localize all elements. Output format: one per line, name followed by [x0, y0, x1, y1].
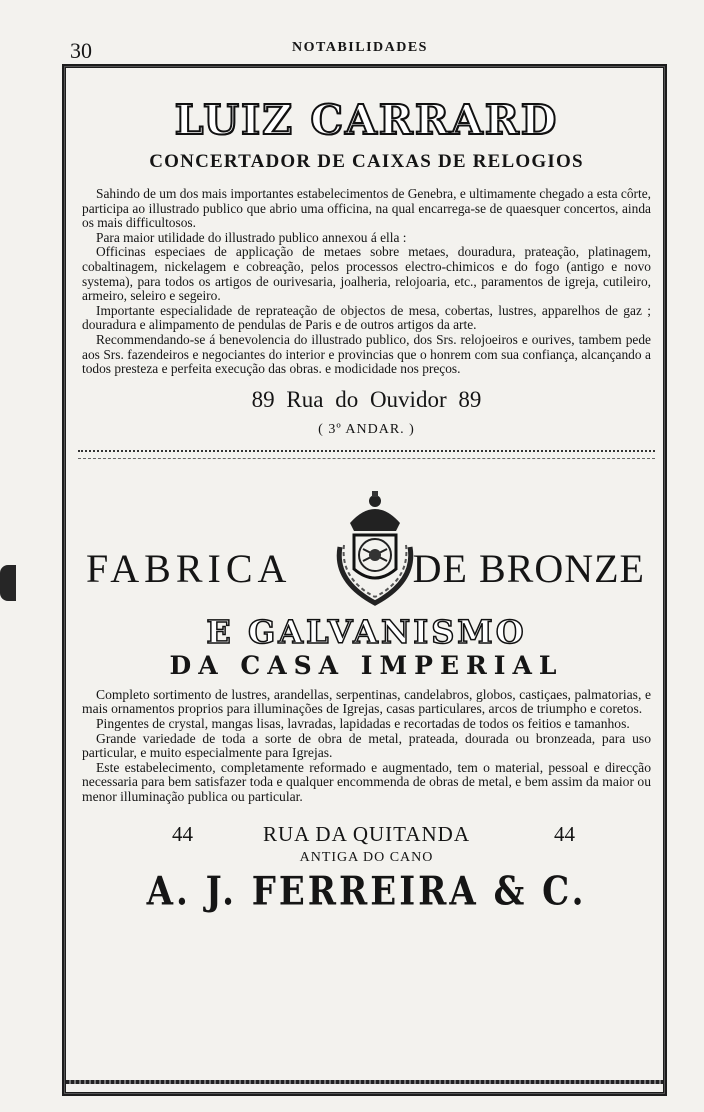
carrard-subtitle: CONCERTADOR DE CAIXAS DE RELOGIOS — [149, 151, 584, 172]
street-number-left: 44 — [172, 822, 193, 847]
galvanismo-heading: E GALVANISMO — [206, 612, 527, 651]
advert-carrard — [82, 88, 651, 916]
carrard-paragraph: Para maior utilidade do illustrado publico annexou á ella : — [96, 229, 407, 245]
fabrica-word: FABRICA — [86, 545, 292, 591]
street-name: RUA DA QUITANDA — [263, 822, 470, 847]
page-header — [70, 38, 650, 62]
fabrica-paragraph: Pingentes de crystal, mangas lisas, lavradas, lapidadas e recortadas de todos os feitios e tamanhos. — [96, 715, 630, 731]
street-number-right: 44 — [554, 822, 575, 847]
firm-name: A. J. FERREIRA & C. — [146, 869, 587, 916]
carrard-floor: ( 3º ANDAR. ) — [318, 421, 415, 437]
running-title: NOTABILIDADES — [292, 40, 428, 55]
casa-imperial-heading: DA CASA IMPERIAL — [169, 650, 564, 680]
carrard-address: 89 Rua do Ouvidor 89 — [251, 386, 482, 412]
page-number: 30 — [70, 38, 92, 63]
carrard-paragraph: Officinas especiaes de applicação de metaes sobre metaes, douradura, prateação, platinagem, cobaltinagem, nickelagem e cobreação, pelos processos electro-chimicos e do fogo (antigo e novo systema), para todos os artigos de ourivesaria, joalheria, relojoaria, etc., paramentos de igreja, cutileiro, armeiro, seleiro e segeiro. — [82, 244, 651, 304]
carrard-title: LUIZ CARRARD — [174, 96, 559, 144]
fabrica-paragraph: Este estabelecimento, completamente reformado e augmentado, tem o material, pessoal e direcção necessaria para bem satisfazer toda e qualquer encommenda de obras de metal, e bem assim da maior ou menor illuminação publica ou particular. — [82, 759, 651, 804]
fabrica-body — [82, 688, 651, 805]
de-bronze-word: DE BRONZE — [412, 545, 645, 591]
advert-frame — [62, 64, 667, 1096]
page-edge-mark — [0, 565, 16, 601]
fabrica-paragraph: Grande variedade de toda a sorte de obra de metal, prateada, dourada ou bronzeada, para uso particular, e muito especialmente para Igrejas. — [82, 730, 651, 761]
section-divider — [78, 450, 655, 459]
carrard-paragraph: Importante especialidade de reprateação de objectos de mesa, cobertas, lustres, apparelhos de gaz ; douradura e alimpamento de pendulas de Paris e de outros artigos da arte. — [82, 302, 651, 333]
carrard-body — [82, 187, 651, 377]
fabrica-paragraph: Completo sortimento de lustres, arandellas, serpentinas, candelabros, globos, castiçaes, palmatorias, e mais ornamentos proprios para illuminações de Igrejas, casas particulares, arcos de triumpho e coretos. — [82, 686, 651, 717]
bottom-border-rule — [66, 1080, 663, 1084]
fabrica-address — [82, 822, 651, 848]
imperial-crest-icon — [320, 489, 430, 609]
carrard-paragraph: Sahindo de um dos mais importantes estabelecimentos de Genebra, e ultimamente chegado a esta côrte, participa ao illustrado publico que abrio uma officina, na qual encarrega-se de quaesquer concertos, ainda os mais difficultosos. — [82, 186, 651, 231]
carrard-paragraph: Recommendando-se á benevolencia do illustrado publico, dos Srs. relojoeiros e ourives, tambem pede aos Srs. fazendeiros e negociantes do interior e provincias que o honrem com sua confiança, alcançando a todos presteza e perfeita execução das obras. e modicidade nos preços. — [82, 331, 651, 377]
former-street-name: ANTIGA DO CANO — [299, 850, 434, 866]
fabrica-heading-row — [82, 489, 651, 609]
